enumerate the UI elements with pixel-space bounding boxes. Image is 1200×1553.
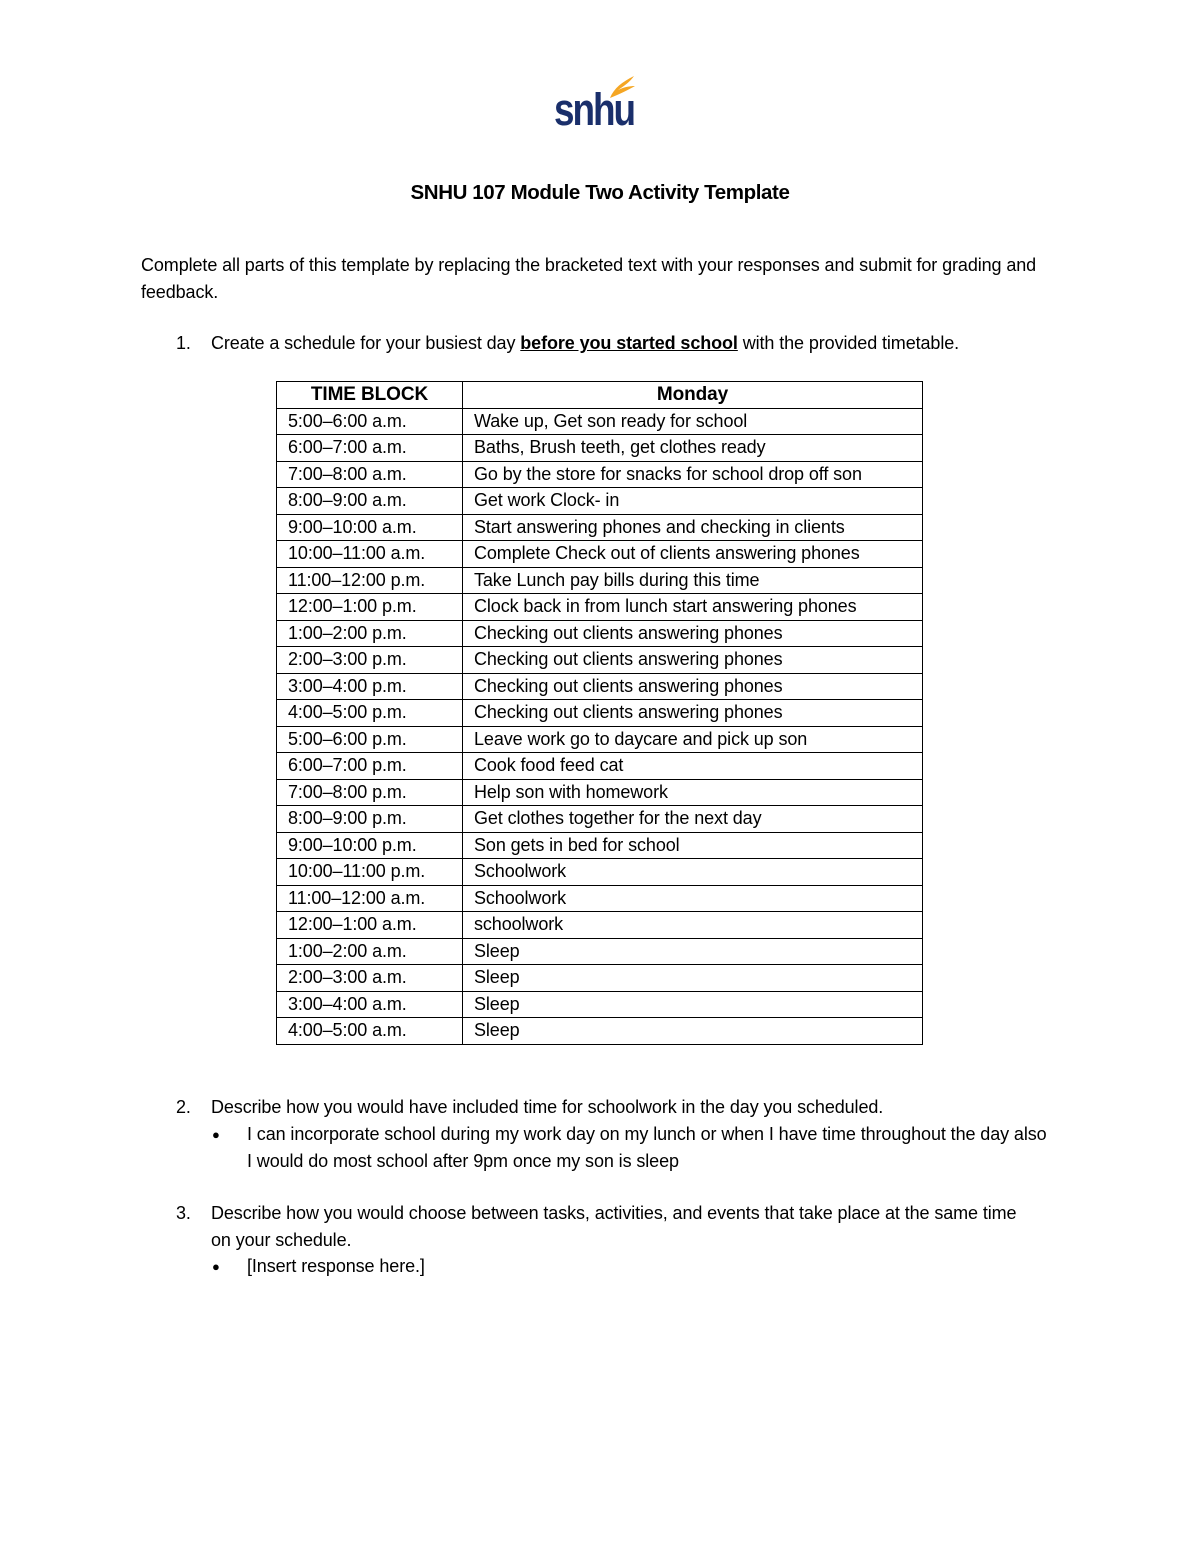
time-block-cell: 4:00–5:00 p.m. [277, 700, 463, 727]
schedule-table [276, 381, 923, 1045]
table-row [277, 885, 923, 912]
activity-cell[interactable]: Baths, Brush teeth, get clothes ready [463, 435, 923, 462]
table-row [277, 647, 923, 674]
time-block-cell: 11:00–12:00 p.m. [277, 567, 463, 594]
time-block-cell: 1:00–2:00 a.m. [277, 938, 463, 965]
time-block-cell: 6:00–7:00 p.m. [277, 753, 463, 780]
table-row [277, 620, 923, 647]
snhu-logo [554, 74, 638, 135]
activity-cell[interactable]: Sleep [463, 1018, 923, 1045]
table-row [277, 408, 923, 435]
activity-cell[interactable]: Schoolwork [463, 885, 923, 912]
table-row [277, 859, 923, 886]
table-row [277, 912, 923, 939]
activity-cell[interactable]: schoolwork [463, 912, 923, 939]
table-header-row [277, 382, 923, 409]
table-row [277, 594, 923, 621]
question-text: Describe how you would choose between tasks, activities, and events that take place at the same time on your schedule. [211, 1203, 1017, 1250]
activity-cell[interactable]: Checking out clients answering phones [463, 647, 923, 674]
time-block-cell: 10:00–11:00 a.m. [277, 541, 463, 568]
time-block-cell: 3:00–4:00 p.m. [277, 673, 463, 700]
activity-cell[interactable]: Son gets in bed for school [463, 832, 923, 859]
table-row [277, 806, 923, 833]
question-number: 2. [176, 1097, 191, 1117]
table-row [277, 541, 923, 568]
intro-paragraph: Complete all parts of this template by replacing the bracketed text with your responses and submit for grading and feedback. [141, 255, 1037, 302]
table-row [277, 1018, 923, 1045]
time-block-cell: 4:00–5:00 a.m. [277, 1018, 463, 1045]
activity-cell[interactable]: Schoolwork [463, 859, 923, 886]
time-block-cell: 5:00–6:00 a.m. [277, 408, 463, 435]
header-monday: Monday [463, 382, 923, 409]
activity-cell[interactable]: Get work Clock- in [463, 488, 923, 515]
activity-cell[interactable]: Start answering phones and checking in clients [463, 514, 923, 541]
activity-cell[interactable]: Leave work go to daycare and pick up son [463, 726, 923, 753]
logo-wordmark: snhu [554, 84, 634, 135]
time-block-cell: 1:00–2:00 p.m. [277, 620, 463, 647]
table-row [277, 832, 923, 859]
activity-cell[interactable]: Checking out clients answering phones [463, 673, 923, 700]
table-row [277, 700, 923, 727]
bullet-icon: ● [212, 1127, 220, 1142]
time-block-cell: 7:00–8:00 a.m. [277, 461, 463, 488]
page-title: SNHU 107 Module Two Activity Template [410, 181, 790, 204]
time-block-cell: 11:00–12:00 a.m. [277, 885, 463, 912]
table-row [277, 567, 923, 594]
time-block-cell: 7:00–8:00 p.m. [277, 779, 463, 806]
header-time-block: TIME BLOCK [277, 382, 463, 409]
time-block-cell: 9:00–10:00 p.m. [277, 832, 463, 859]
response-text: [Insert response here.] [247, 1256, 425, 1276]
question-text: Describe how you would have included time for schoolwork in the day you scheduled. [211, 1097, 884, 1117]
question-emphasis: before you started school [520, 333, 738, 353]
question-number: 3. [176, 1203, 191, 1223]
table-row [277, 779, 923, 806]
activity-cell[interactable]: Cook food feed cat [463, 753, 923, 780]
activity-cell[interactable]: Checking out clients answering phones [463, 620, 923, 647]
question-number: 1. [176, 333, 191, 353]
question-text [211, 330, 959, 357]
time-block-cell: 12:00–1:00 p.m. [277, 594, 463, 621]
question-text-before: Create a schedule for your busiest day [211, 333, 521, 353]
activity-cell[interactable]: Help son with homework [463, 779, 923, 806]
response-text: I can incorporate school during my work day on my lunch or when I have time throughout the day also I would do most school after 9pm once my son is sleep [247, 1124, 1047, 1171]
time-block-cell: 9:00–10:00 a.m. [277, 514, 463, 541]
bullet-icon: ● [212, 1259, 220, 1274]
table-row [277, 965, 923, 992]
table-row [277, 673, 923, 700]
activity-cell[interactable]: Checking out clients answering phones [463, 700, 923, 727]
table-row [277, 726, 923, 753]
time-block-cell: 2:00–3:00 p.m. [277, 647, 463, 674]
time-block-cell: 8:00–9:00 p.m. [277, 806, 463, 833]
time-block-cell: 6:00–7:00 a.m. [277, 435, 463, 462]
time-block-cell: 10:00–11:00 p.m. [277, 859, 463, 886]
table-row [277, 753, 923, 780]
time-block-cell: 3:00–4:00 a.m. [277, 991, 463, 1018]
activity-cell[interactable]: Sleep [463, 991, 923, 1018]
time-block-cell: 2:00–3:00 a.m. [277, 965, 463, 992]
activity-cell[interactable]: Get clothes together for the next day [463, 806, 923, 833]
activity-cell[interactable]: Clock back in from lunch start answering phones [463, 594, 923, 621]
table-row [277, 991, 923, 1018]
activity-cell[interactable]: Take Lunch pay bills during this time [463, 567, 923, 594]
time-block-cell: 12:00–1:00 a.m. [277, 912, 463, 939]
time-block-cell: 8:00–9:00 a.m. [277, 488, 463, 515]
activity-cell[interactable]: Wake up, Get son ready for school [463, 408, 923, 435]
activity-cell[interactable]: Complete Check out of clients answering phones [463, 541, 923, 568]
activity-cell[interactable]: Sleep [463, 965, 923, 992]
table-row [277, 461, 923, 488]
activity-cell[interactable]: Sleep [463, 938, 923, 965]
activity-cell[interactable]: Go by the store for snacks for school drop off son [463, 461, 923, 488]
table-row [277, 435, 923, 462]
table-row [277, 488, 923, 515]
table-row [277, 938, 923, 965]
time-block-cell: 5:00–6:00 p.m. [277, 726, 463, 753]
table-row [277, 514, 923, 541]
question-text-after: with the provided timetable. [737, 333, 960, 353]
